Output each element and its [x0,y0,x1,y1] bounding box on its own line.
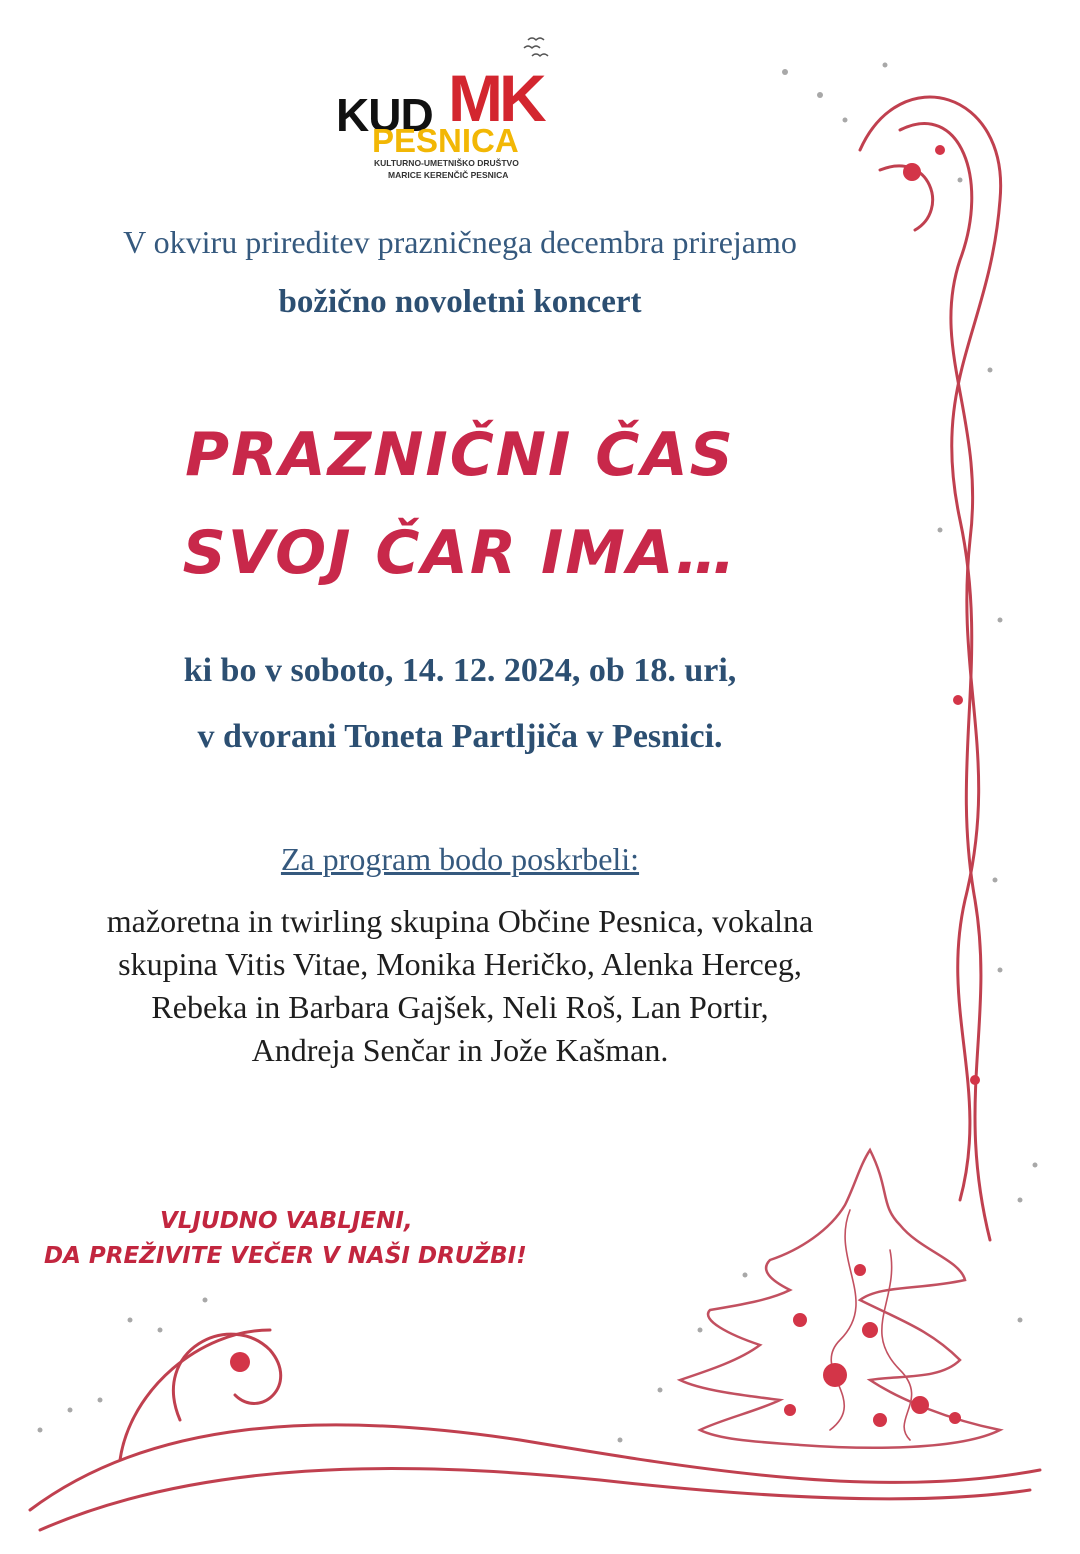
program-heading: Za program bodo poskrbeli: [280,841,640,877]
invitation-line1: VLJUDNO VABLJENI, [160,1208,413,1234]
event-title-line1: PRAZNIČNI ČAS [185,420,735,490]
intro-text: V okviru prireditev prazničnega decembra prirejamo [123,224,797,260]
logo-pesnica-text: PESNICA [372,122,519,159]
logo-subtitle-line1: KULTURNO-UMETNIŠKO DRUŠTVO [374,158,519,168]
performers-list [0,900,920,1072]
event-title-line2: SVOJ ČAR IMA… [182,518,738,588]
event-date: ki bo v soboto, 14. 12. 2024, ob 18. uri, [183,652,737,689]
concert-type: božično novoletni koncert [278,284,642,320]
logo-subtitle-line2: MARICE KERENČIČ PESNICA [388,170,509,180]
logo-kud-text: KUD [336,89,433,141]
event-venue: v dvorani Toneta Partljiča v Pesnici. [197,718,723,755]
christmas-tree-icon [680,1150,1010,1450]
performers-line: Andreja Senčar in Jože Kašman. [251,1032,669,1068]
performers-line: Rebeka in Barbara Gajšek, Neli Roš, Lan Portir, [151,989,769,1025]
performers-line: mažoretna in twirling skupina Občine Pesnica, vokalna [106,903,814,939]
invitation-line2: DA PREŽIVITE VEČER V NAŠI DRUŽBI! [44,1243,527,1269]
birds-icon [520,34,560,64]
logo-mk-text: MK [448,61,543,135]
performers-line: skupina Vitis Vitae, Monika Heričko, Alenka Herceg, [118,946,802,982]
